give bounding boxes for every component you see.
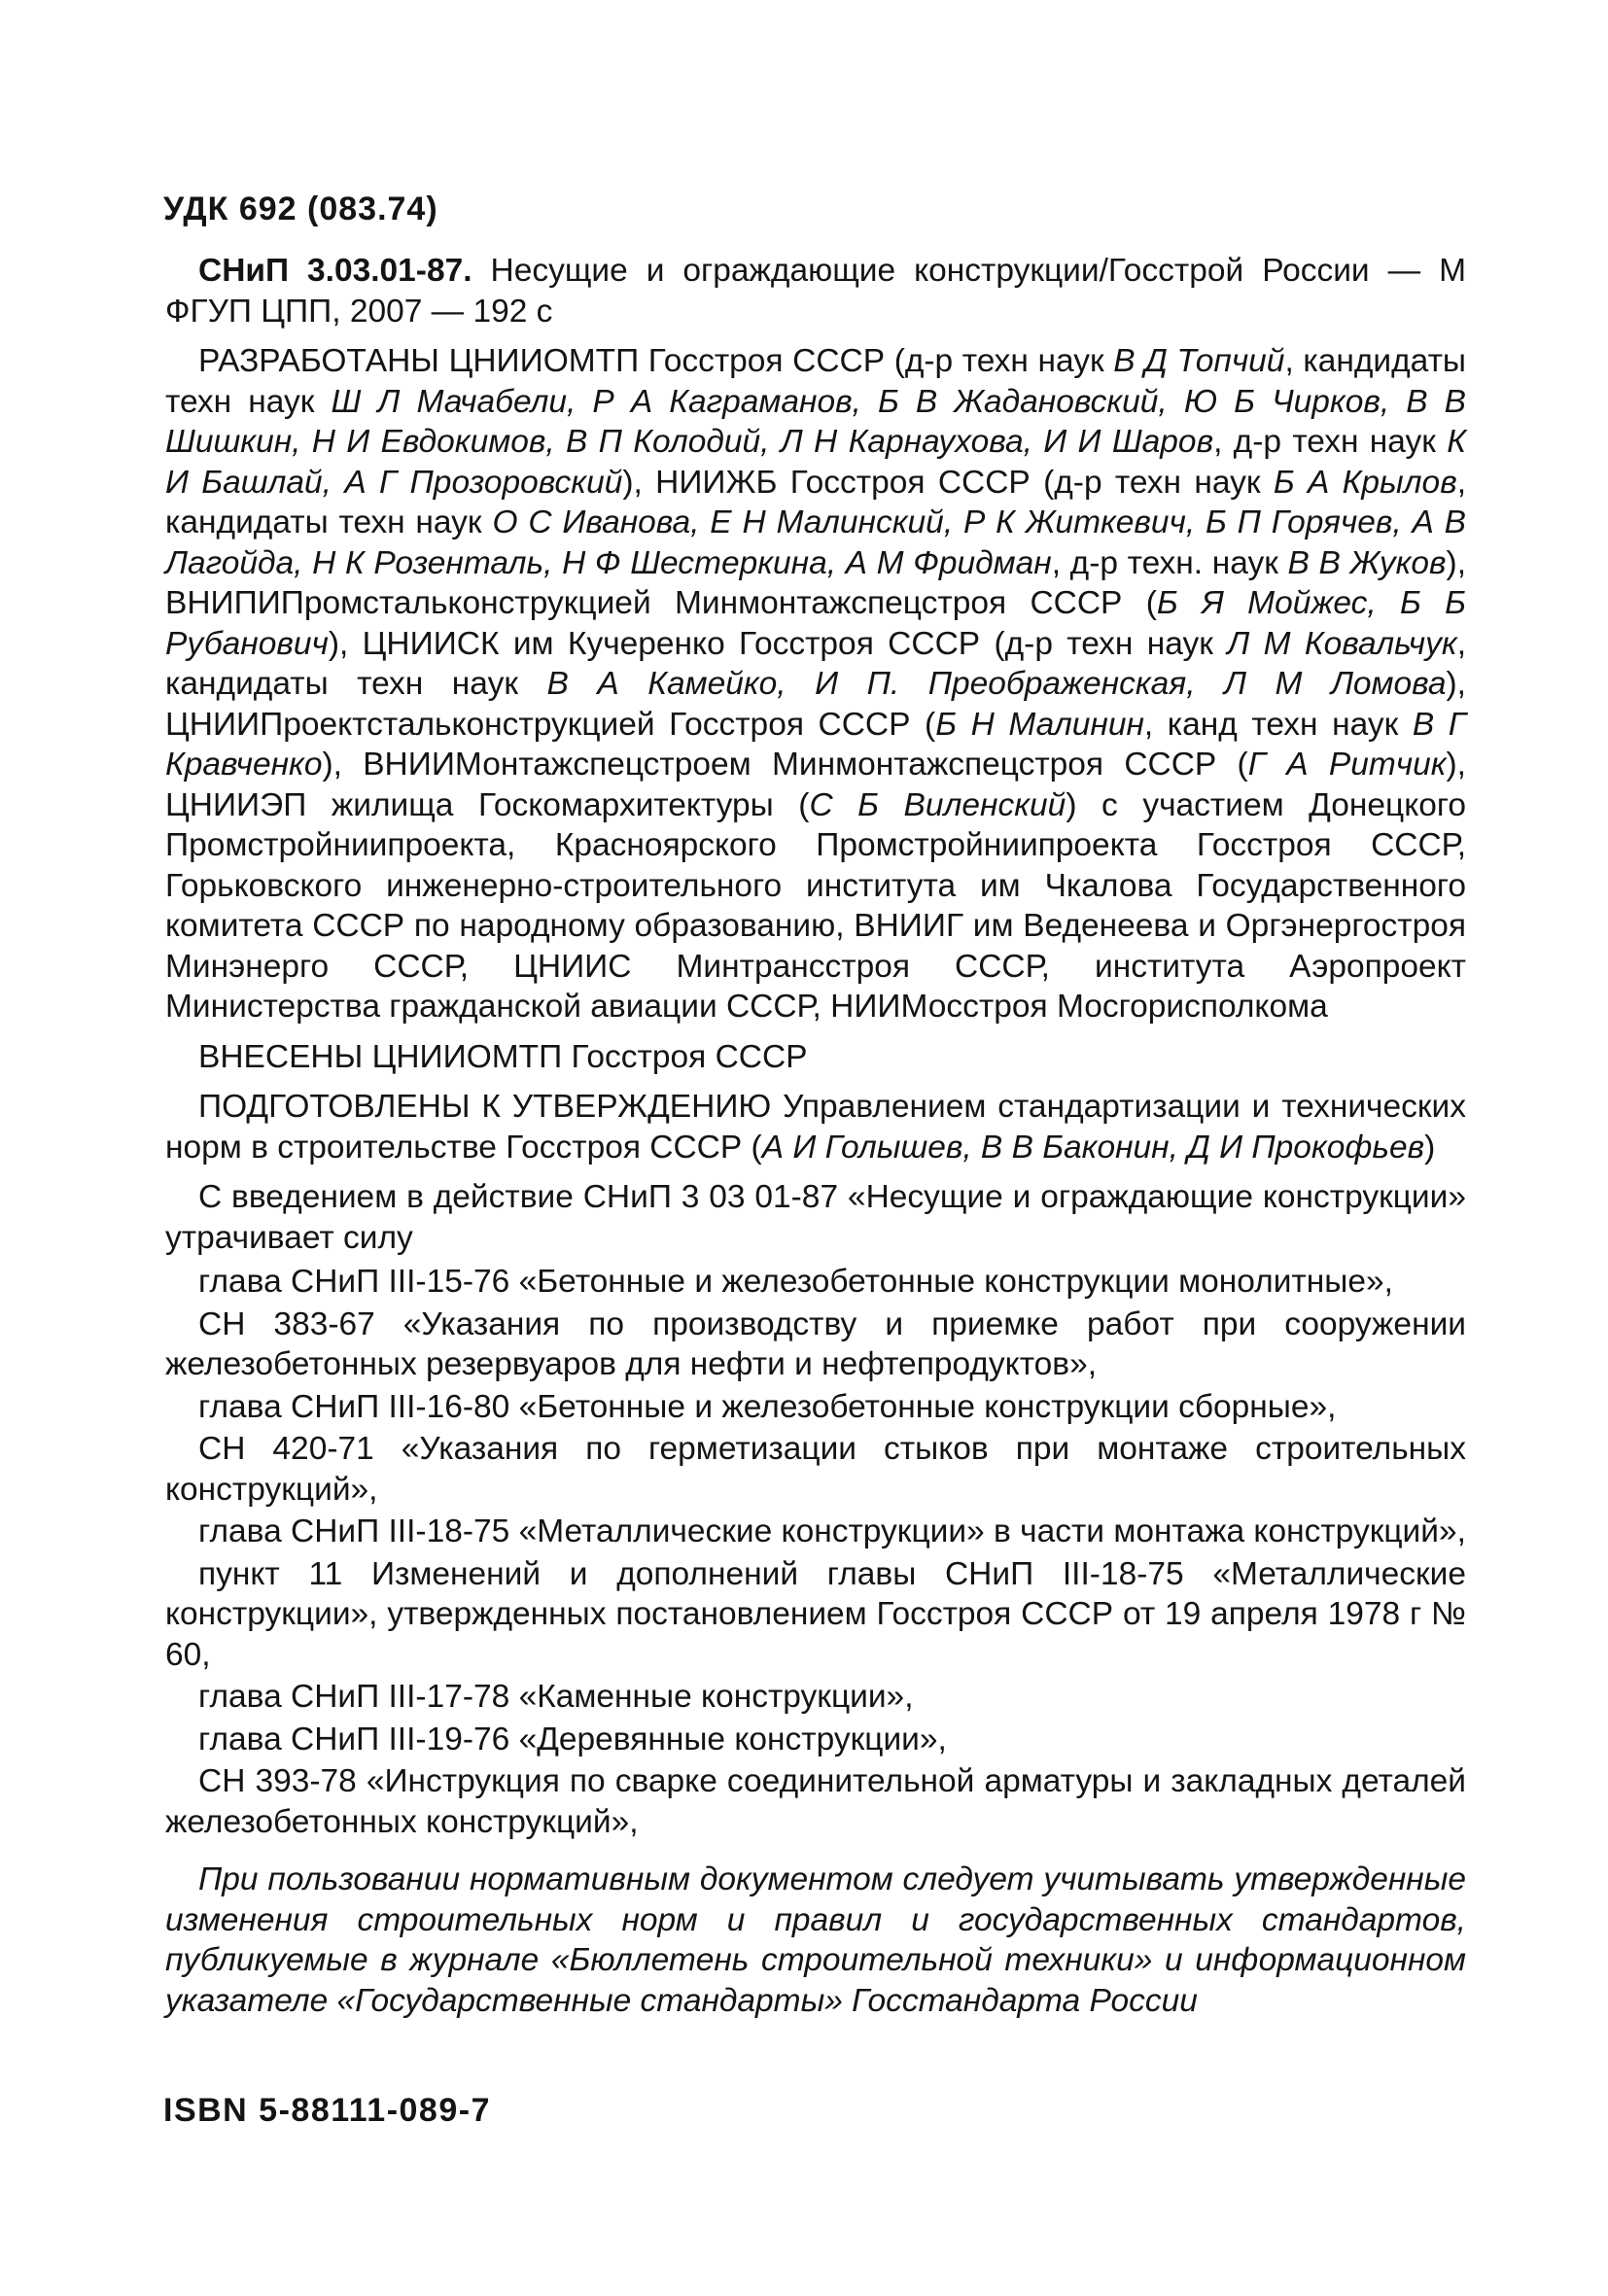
prepared-text-segment: ПОДГОТОВЛЕНЫ К УТВЕРЖДЕНИЮ Управлением стандартизации и технических норм в строительстве Госстроя СССР ( <box>165 1089 1466 1165</box>
developed-text-segment-italic: Г А Ритчик <box>1247 747 1447 783</box>
introduced-by-paragraph: ВНЕСЕНЫ ЦНИИОМТП Госстроя СССР <box>198 1038 808 1075</box>
developed-text-segment: ), ВНИПИПромстальконструкцией Минмонтажспецстроя СССР ( <box>165 544 1467 621</box>
superseded-item: СН 383-67 «Указания по производству и приемке работ при сооружении железобетонных резервуаров для нефти и нефтепродуктов», <box>165 1305 1466 1382</box>
document-code: СНиП 3.03.01-87. <box>198 253 472 289</box>
developed-text-segment-italic: В А Камейко, И П. Преображенская, Л М Ломова <box>546 666 1447 702</box>
bibliographic-citation <box>165 251 1466 331</box>
developed-text-segment: ), ЦНИИПроектстальконструкцией Госстроя СССР ( <box>165 666 1466 743</box>
developed-text-segment-italic: Л М Ковальчук <box>1227 625 1457 662</box>
citation-text: Несущие и ограждающие конструкции/Госстрой России — М ФГУП ЦПП, 2007 — 192 с <box>165 253 1466 330</box>
developed-text-segment: ), НИИЖБ Госстроя СССР (д-р техн наук <box>622 464 1274 501</box>
prepared-text-segment-italic: А И Голышев, В В Баконин, Д И Прокофьев <box>761 1129 1425 1165</box>
developed-text-segment: , д-р техн. наук <box>1051 544 1288 581</box>
developed-text-segment-italic: В Д Топчий <box>1113 343 1285 379</box>
developed-text-segment: ), ВНИИМонтажспецстроем Минмонтажспецстроя СССР ( <box>322 747 1248 783</box>
developed-text-segment-italic: К И Башлай, А Г Прозоровский <box>165 424 1466 501</box>
superseded-item: пункт 11 Изменений и дополнений главы СНиП III-18-75 «Металлические конструкции», утвержденных постановлением Госстроя СССР от 19 апреля 1978 г № 60, <box>165 1555 1466 1673</box>
developed-text-segment: ), ЦНИИСК им Кучеренко Госстроя СССР (д-р техн наук <box>328 625 1228 662</box>
developed-text-segment-italic: Б А Крылов <box>1273 464 1457 501</box>
developed-text-segment: , канд техн наук <box>1143 706 1413 743</box>
developed-text-segment-italic: Ш Л Мачабели, Р А Каграманов, Б В Жадановский, Ю Б Чирков, В В Шишкин, Н И Евдокимов, В П Колодий, Л Н Карнаухова, И И Шаров <box>165 383 1467 460</box>
superseded-item: глава СНиП III-15-76 «Бетонные и железобетонные конструкции монолитные», <box>198 1264 1393 1300</box>
developed-text-segment: , д-р техн наук <box>1213 424 1448 460</box>
superseded-item: глава СНиП III-18-75 «Металлические конструкции» в части монтажа конструкций», <box>198 1513 1466 1549</box>
isbn-number: ISBN 5-88111-089-7 <box>163 2092 491 2129</box>
developed-text-segment-italic: С Б Виленский <box>809 786 1066 823</box>
usage-note: При пользовании нормативным документом следует учитывать утвержденные изменения строительных норм и правил и государственных стандартов, публикуемые в журнале «Бюллетень строительной техники» и информационном указателе «Государственные стандарты» Госстандарта России <box>165 1861 1466 2019</box>
developed-text-segment: РАЗРАБОТАНЫ ЦНИИОМТП Госстроя СССР (д-р техн наук <box>198 343 1114 379</box>
superseded-item: СН 393-78 «Инструкция по сварке соединительной арматуры и закладных деталей железобетонных конструкций», <box>165 1763 1466 1840</box>
developed-text-segment: , кандидаты техн наук <box>165 464 1466 540</box>
developed-text-segment: , кандидаты техн наук <box>165 343 1466 420</box>
superseded-item: глава СНиП III-17-78 «Каменные конструкции», <box>198 1679 914 1715</box>
developed-by-paragraph <box>165 341 1466 1027</box>
developed-text-segment-italic: О С Иванова, Е Н Малинский, Р К Житкевич, Б П Горячев, А В Лагойда, Н К Розенталь, Н Ф Шестеркина, А М Фридман <box>165 504 1467 581</box>
developed-text-segment: ) с участием Донецкого Промстройниипроекта, Красноярского Промстройниипроекта Госстроя СССР, Горьковского инженерно-строительного института им Чкалова Государственного комитета СССР по народному образованию, ВНИИГ им Веденеева и Оргэнергостроя Минэнерго СССР, ЦНИИС Минтрансстроя СССР, института Аэропроект Министерства гражданской авиации СССР, НИИМосстроя Мосгорисполкома <box>165 786 1466 1025</box>
developed-text-segment-italic: Б Я Мойжес, Б Б Рубанович <box>165 585 1466 662</box>
developed-text-segment-italic: Б Н Малинин <box>935 706 1144 743</box>
udk-code: УДК 692 (083.74) <box>163 191 438 227</box>
prepared-for-approval-paragraph <box>165 1087 1466 1167</box>
developed-text-segment: , кандидаты техн наук <box>165 625 1466 702</box>
developed-text-segment-italic: В Г Кравченко <box>165 706 1466 783</box>
developed-text-segment: ), ЦНИИЭП жилища Госкомархитектуры ( <box>165 747 1466 823</box>
superseded-item: глава СНиП III-16-80 «Бетонные и железобетонные конструкции сборные», <box>198 1388 1337 1425</box>
prepared-text-segment: ) <box>1424 1129 1436 1165</box>
developed-text-segment-italic: В В Жуков <box>1287 544 1447 581</box>
superseded-item: СН 420-71 «Указания по герметизации стыков при монтаже строительных конструкций», <box>165 1431 1466 1508</box>
superseded-intro: С введением в действие СНиП 3 03 01-87 «Несущие и ограждающие конструкции» утрачивает силу <box>165 1179 1466 1256</box>
superseded-item: глава СНиП III-19-76 «Деревянные конструкции», <box>198 1721 947 1757</box>
body-text <box>165 251 1466 2031</box>
